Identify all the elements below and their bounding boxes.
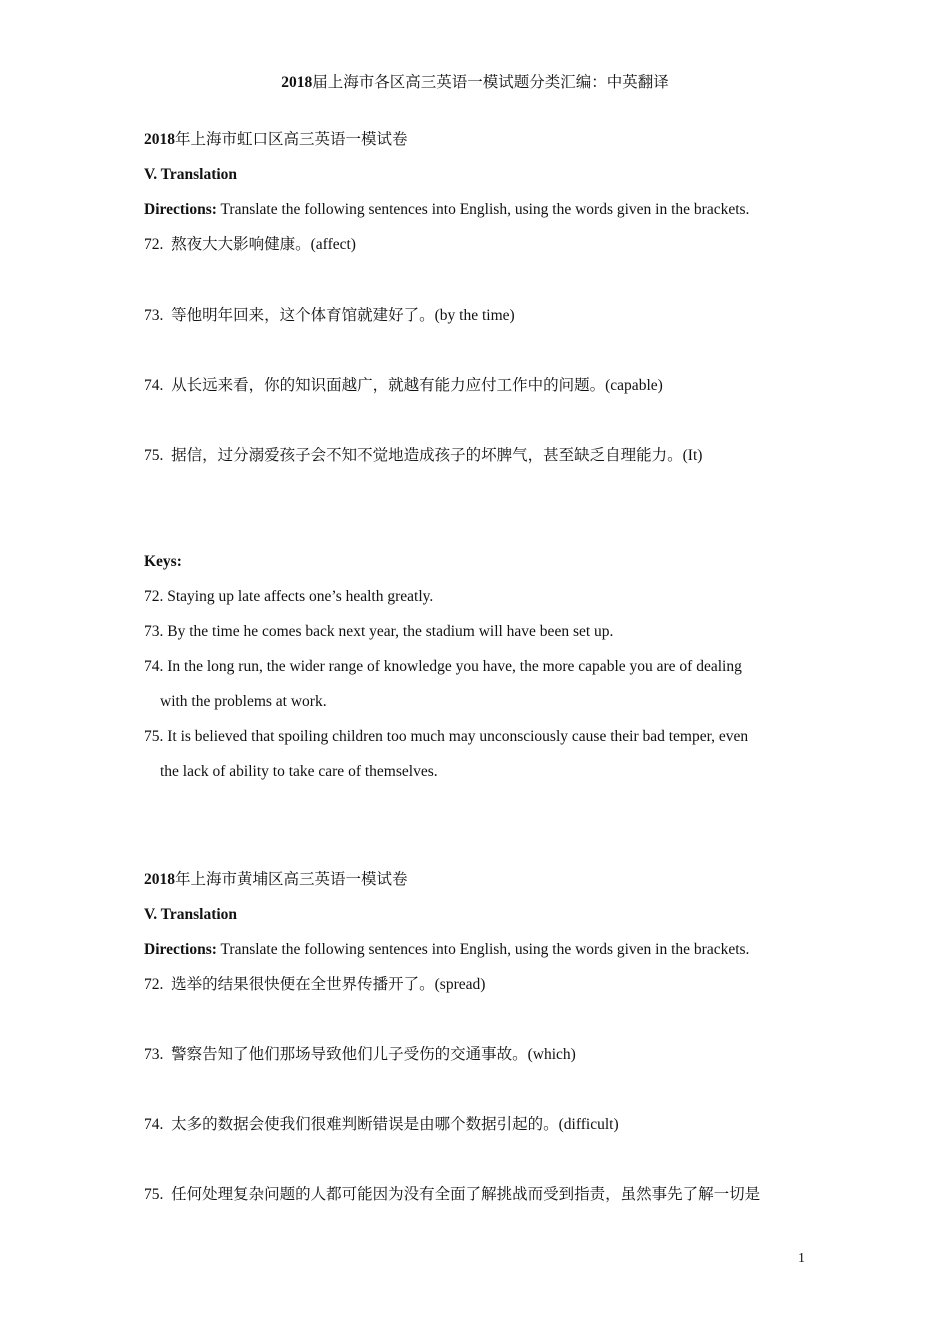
section1-heading — [144, 130, 408, 150]
question-chinese: 选举的结果很快便在全世界传播开了。 — [171, 976, 435, 993]
question-number: 73. — [144, 1046, 164, 1063]
question-chinese: 太多的数据会使我们很难判断错误是由哪个数据引起的。 — [171, 1116, 559, 1133]
section1-directions — [144, 200, 749, 220]
question-chinese: 据信，过分溺爱孩子会不知不觉地造成孩子的坏脾气，甚至缺乏自理能力。 — [171, 447, 683, 464]
key-75: 75. It is believed that spoiling children too much may unconsciously cause their bad temper, even — [144, 728, 749, 745]
question-hint: (affect) — [310, 236, 356, 253]
section1-directions-text: Translate the following sentences into English, using the words given in the brackets. — [216, 201, 750, 218]
keys-label: Keys: — [144, 553, 182, 570]
section2-question-72 — [144, 975, 485, 995]
key-74: 74. In the long run, the wider range of knowledge you have, the more capable you are of dealing — [144, 658, 742, 675]
question-hint: (by the time) — [434, 307, 515, 324]
question-number: 75. — [144, 447, 164, 464]
question-hint: (spread) — [434, 976, 486, 993]
question-number: 75. — [144, 1186, 164, 1203]
question-hint: (which) — [527, 1046, 576, 1063]
key-73: 73. By the time he comes back next year, the stadium will have been set up. — [144, 623, 614, 640]
document-title — [0, 73, 950, 93]
question-chinese: 从长远来看，你的知识面越广，就越有能力应付工作中的问题。 — [171, 377, 606, 394]
section2-heading — [144, 870, 408, 890]
section2-directions-text: Translate the following sentences into English, using the words given in the brackets. — [216, 941, 750, 958]
section1-question-73 — [144, 306, 515, 326]
section1-directions-label: Directions: — [144, 201, 217, 218]
section1-question-74 — [144, 376, 663, 396]
question-hint: (difficult) — [558, 1116, 619, 1133]
question-chinese: 熬夜大大影响健康。 — [171, 236, 311, 253]
question-number: 73. — [144, 307, 164, 324]
question-hint: (It) — [682, 447, 703, 464]
section2-question-74 — [144, 1115, 619, 1135]
question-number: 74. — [144, 377, 164, 394]
section1-question-75 — [144, 446, 702, 466]
question-hint: (capable) — [605, 377, 663, 394]
key-74-continued: with the problems at work. — [160, 693, 327, 710]
section2-heading-text: 年上海市黄埔区高三英语一模试卷 — [175, 871, 408, 888]
section2-question-75 — [144, 1185, 760, 1205]
question-number: 74. — [144, 1116, 164, 1133]
section2-question-73 — [144, 1045, 576, 1065]
section1-question-72 — [144, 235, 356, 255]
section1-part: V. Translation — [144, 166, 238, 183]
section2-directions-label: Directions: — [144, 941, 217, 958]
question-number: 72. — [144, 236, 164, 253]
section1-year: 2018 — [144, 131, 175, 148]
question-chinese: 警察告知了他们那场导致他们儿子受伤的交通事故。 — [171, 1046, 528, 1063]
section2-year: 2018 — [144, 871, 175, 888]
question-number: 72. — [144, 976, 164, 993]
title-year: 2018 — [281, 74, 313, 91]
title-text: 届上海市各区高三英语一模试题分类汇编：中英翻译 — [312, 74, 669, 91]
key-75-continued: the lack of ability to take care of themselves. — [160, 763, 438, 780]
page-number: 1 — [798, 1251, 805, 1266]
section2-part: V. Translation — [144, 906, 238, 923]
question-chinese: 等他明年回来，这个体育馆就建好了。 — [171, 307, 435, 324]
question-chinese: 任何处理复杂问题的人都可能因为没有全面了解挑战而受到指责，虽然事先了解一切是 — [171, 1186, 761, 1203]
section2-directions — [144, 940, 749, 960]
key-72: 72. Staying up late affects one’s health greatly. — [144, 588, 434, 605]
section1-heading-text: 年上海市虹口区高三英语一模试卷 — [175, 131, 408, 148]
